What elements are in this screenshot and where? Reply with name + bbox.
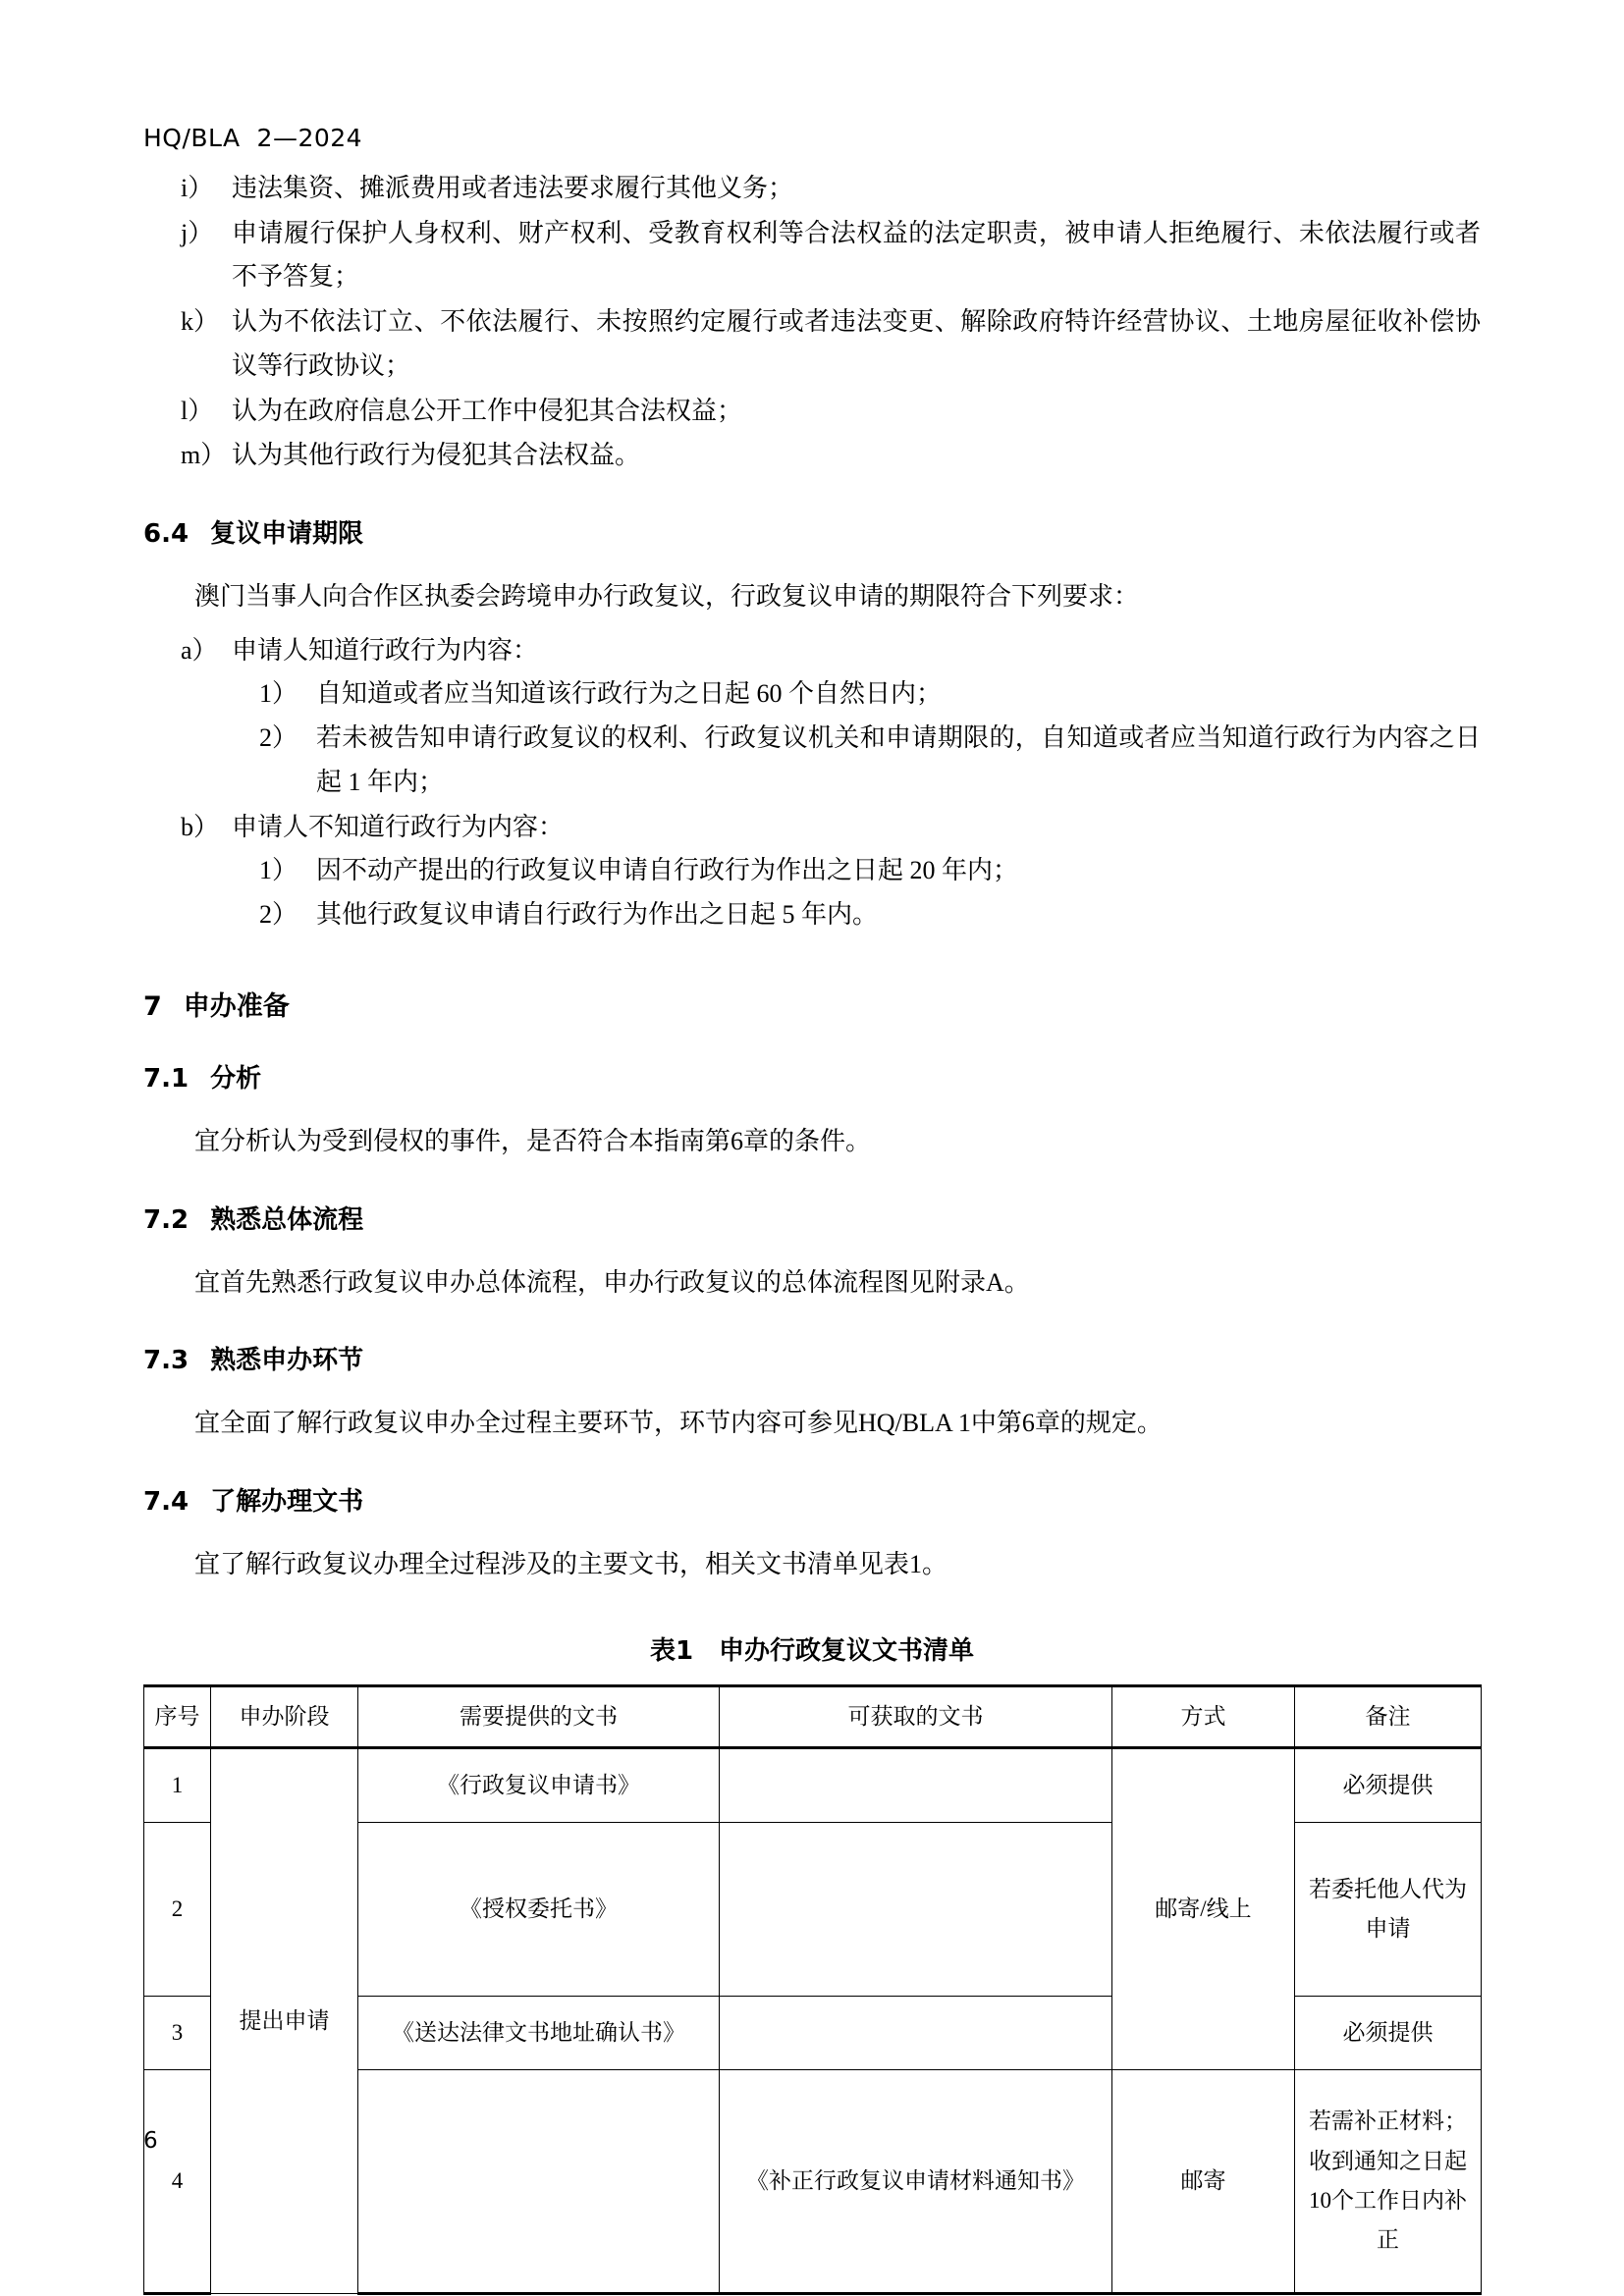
cell-seq: 4 (144, 2069, 211, 2293)
paragraph-7-2: 宜首先熟悉行政复议申办总体流程，申办行政复议的总体流程图见附录A。 (194, 1267, 1030, 1297)
list-marker: 1） (259, 679, 298, 709)
heading-number: 7.2 (143, 1204, 189, 1235)
cell-required-doc: 《授权委托书》 (358, 1822, 720, 1996)
list-marker: 2） (259, 900, 298, 930)
list-text: 若未被告知申请行政复议的权利、行政复议机关和申请期限的，自知道或者应当知道行政行为内容之日起 1 年内； (316, 723, 1481, 796)
paragraph-7-4: 宜了解行政复议办理全过程涉及的主要文书，相关文书清单见表1。 (194, 1549, 948, 1578)
cell-seq: 1 (144, 1747, 211, 1822)
column-header-method: 方式 (1112, 1685, 1295, 1747)
list-marker: k） (181, 307, 220, 337)
heading-number: 7 (143, 990, 162, 1022)
heading-title: 熟悉申办环节 (210, 1346, 364, 1376)
heading-title: 分析 (210, 1063, 262, 1094)
paragraph-7-1: 宜分析认为受到侵权的事件，是否符合本指南第6章的条件。 (194, 1126, 872, 1155)
cell-obtainable-doc: 《补正行政复议申请材料通知书》 (720, 2069, 1112, 2293)
list-marker: b） (181, 812, 220, 841)
document-list-table (143, 1684, 1482, 2295)
column-header-remark: 备注 (1295, 1685, 1482, 1747)
table-caption-title: 申办行政复议文书清单 (719, 1635, 975, 1666)
cell-remark: 若需补正材料；收到通知之日起10个工作日内补正 (1295, 2069, 1482, 2293)
cell-remark: 必须提供 (1295, 1747, 1482, 1822)
running-header: HQ/BLA 2—2024 (143, 124, 363, 152)
clause-list-6-4 (143, 629, 1481, 937)
list-marker: j） (181, 218, 214, 247)
heading-title: 复议申请期限 (210, 519, 364, 550)
cell-obtainable-doc (720, 1747, 1112, 1822)
cell-obtainable-doc (720, 1822, 1112, 1996)
list-marker: l） (181, 396, 214, 425)
table-caption-label: 表1 (649, 1635, 694, 1666)
list-item (232, 849, 1481, 893)
cell-seq: 3 (144, 1996, 211, 2069)
list-text: 其他行政复议申请自行政行为作出之日起 5 年内。 (316, 900, 879, 930)
heading-title: 熟悉总体流程 (210, 1204, 364, 1235)
column-header-obtainable-doc: 可获取的文书 (720, 1685, 1112, 1747)
sub-list (232, 849, 1481, 936)
cell-required-doc: 《行政复议申请书》 (358, 1747, 720, 1822)
list-text: 申请履行保护人身权利、财产权利、受教育权利等合法权益的法定职责，被申请人拒绝履行、未依法履行或者不予答复； (232, 218, 1481, 292)
cell-remark: 若委托他人代为申请 (1295, 1822, 1482, 1996)
heading-number: 6.4 (143, 519, 189, 550)
heading-6-4 (143, 513, 1481, 550)
list-text: 违法集资、摊派费用或者违法要求履行其他义务； (232, 174, 794, 202)
table-row (144, 1747, 1482, 1822)
heading-7-2 (143, 1200, 1481, 1236)
cell-required-doc (358, 2069, 720, 2293)
table-caption (143, 1630, 1481, 1667)
column-header-required-doc: 需要提供的文书 (358, 1685, 720, 1747)
heading-7 (143, 985, 1481, 1023)
heading-number: 7.4 (143, 1486, 189, 1517)
cell-seq: 2 (144, 1822, 211, 1996)
table-header-row (144, 1685, 1482, 1747)
cell-obtainable-doc (720, 1996, 1112, 2069)
heading-7-1 (143, 1058, 1481, 1095)
column-header-seq: 序号 (144, 1685, 211, 1747)
heading-number: 7.3 (143, 1346, 189, 1376)
heading-7-3 (143, 1340, 1481, 1376)
list-marker: a） (181, 635, 218, 665)
paragraph-7-3: 宜全面了解行政复议申办全过程主要环节，环节内容可参见HQ/BLA 1中第6章的规定。 (194, 1409, 1163, 1438)
list-item (143, 629, 1481, 805)
heading-title: 申办准备 (183, 990, 290, 1022)
list-marker: 2） (259, 723, 298, 753)
list-item (143, 806, 1481, 937)
heading-title: 了解办理文书 (210, 1486, 364, 1517)
list-text: 认为在政府信息公开工作中侵犯其合法权益； (232, 396, 743, 425)
cell-required-doc: 《送达法律文书地址确认书》 (358, 1996, 720, 2069)
paragraph-6-4-intro: 澳门当事人向合作区执委会跨境申办行政复议，行政复议申请的期限符合下列要求： (194, 582, 1140, 612)
list-item (232, 672, 1481, 717)
heading-number: 7.1 (143, 1063, 189, 1094)
cell-remark: 必须提供 (1295, 1996, 1482, 2069)
list-item (232, 717, 1481, 804)
list-item (143, 434, 1481, 478)
list-item (143, 167, 1481, 211)
list-text: 因不动产提出的行政复议申请自行政行为作出之日起 20 年内； (316, 856, 1019, 885)
cell-method: 邮寄 (1112, 2069, 1295, 2293)
page-number: 6 (143, 2128, 158, 2154)
clause-list-6-3 (143, 167, 1481, 478)
list-marker: 1） (259, 856, 298, 885)
cell-method: 邮寄/线上 (1112, 1747, 1295, 2069)
cell-stage: 提出申请 (211, 1747, 358, 2293)
list-marker: i） (181, 174, 214, 202)
sub-list (232, 672, 1481, 804)
list-item (143, 212, 1481, 299)
list-text: 自知道或者应当知道该行政行为之日起 60 个自然日内； (316, 679, 943, 709)
list-item (232, 893, 1481, 937)
list-marker: m） (181, 441, 227, 470)
list-item (143, 390, 1481, 434)
list-text: 申请人不知道行政行为内容： (232, 812, 565, 841)
column-header-stage: 申办阶段 (211, 1685, 358, 1747)
list-text: 认为其他行政行为侵犯其合法权益。 (232, 441, 641, 470)
list-item (143, 300, 1481, 388)
heading-7-4 (143, 1481, 1481, 1518)
page-content (143, 167, 1481, 2295)
list-text: 申请人知道行政行为内容： (232, 635, 539, 665)
list-text: 认为不依法订立、不依法履行、未按照约定履行或者违法变更、解除政府特许经营协议、土地房屋征收补偿协议等行政协议； (232, 307, 1481, 380)
